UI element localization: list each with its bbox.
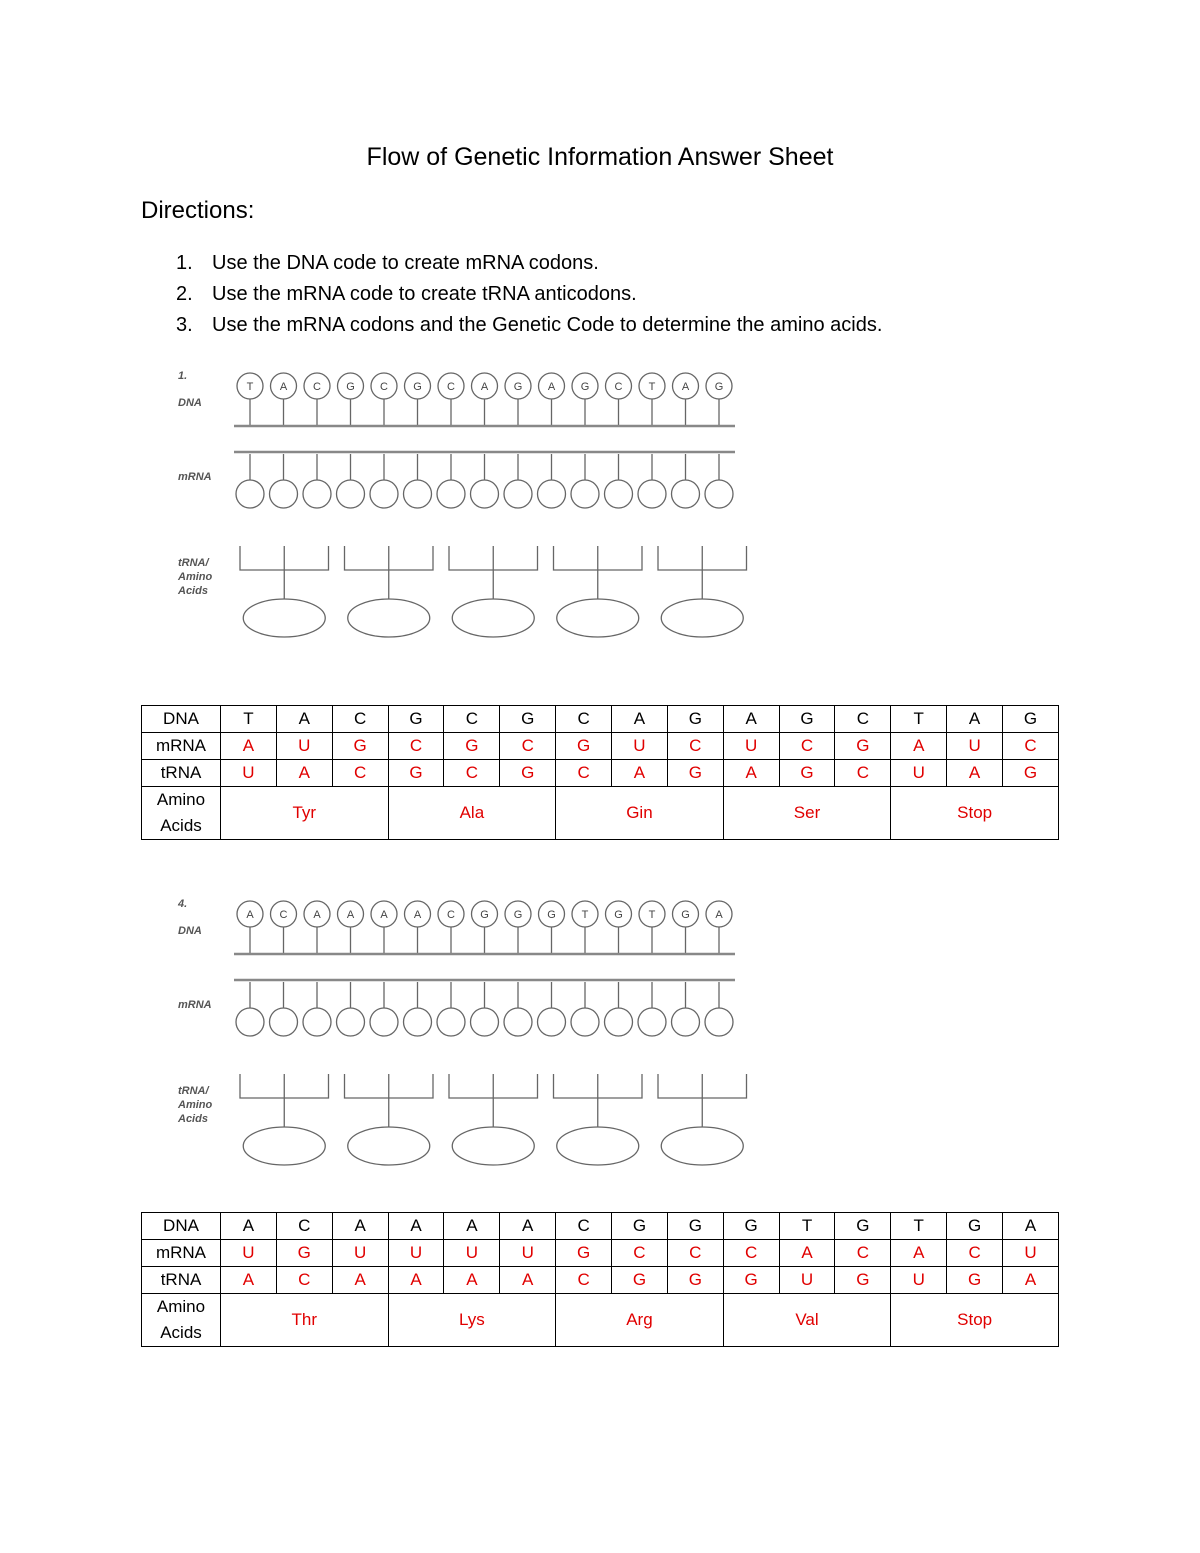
dna-base: C: [444, 706, 500, 733]
dna-base: G: [500, 706, 556, 733]
trna-base: U: [891, 760, 947, 787]
mrna-base: U: [612, 733, 668, 760]
dna-base-letter: G: [681, 909, 690, 921]
dna-base: G: [947, 1213, 1003, 1240]
amino-acid-blank-ellipse: [348, 599, 430, 637]
mrna-base: G: [276, 1240, 332, 1267]
dna-base-letter: C: [313, 381, 321, 393]
mrna-blank-circle: [337, 480, 365, 508]
mrna-base: A: [779, 1240, 835, 1267]
mrna-blank-circle: [605, 480, 633, 508]
amino-acid-blank-ellipse: [661, 1127, 743, 1165]
amino-label-line-1: Amino: [156, 790, 206, 809]
dna-base-letter: C: [447, 909, 455, 921]
amino-acid-blank-ellipse: [452, 599, 534, 637]
amino-acid-cell: Gin: [556, 787, 724, 840]
dna-base: T: [779, 1213, 835, 1240]
mrna-blank-circle: [638, 1008, 666, 1036]
trna-base: U: [779, 1267, 835, 1294]
trna-base: G: [1003, 760, 1059, 787]
dna-base-letter: C: [447, 381, 455, 393]
mrna-base: C: [667, 733, 723, 760]
mrna-base: C: [388, 733, 444, 760]
dna-base-letter: C: [614, 381, 623, 393]
trna-base: A: [500, 1267, 556, 1294]
amino-side-label: Amino: [178, 571, 213, 583]
mrna-blank-circle: [404, 1008, 432, 1036]
mrna-row: [142, 1240, 1059, 1267]
dna-base: C: [276, 1213, 332, 1240]
trna-base: A: [444, 1267, 500, 1294]
mrna-base: U: [221, 1240, 277, 1267]
mrna-base: U: [1003, 1240, 1059, 1267]
dna-base-letter: G: [547, 909, 556, 921]
amino-acid-cell: Ser: [723, 787, 891, 840]
mrna-base: G: [556, 733, 612, 760]
mrna-base: U: [388, 1240, 444, 1267]
mrna-base: A: [891, 733, 947, 760]
amino-label-line-1: Amino: [156, 1297, 206, 1316]
mrna-base: G: [332, 733, 388, 760]
mrna-base: C: [947, 1240, 1003, 1267]
row-label-mrna: mRNA: [142, 733, 221, 760]
mrna-base: C: [667, 1240, 723, 1267]
trna-base: A: [276, 760, 332, 787]
direction-step: [176, 279, 882, 310]
dna-diagram-1: [160, 360, 760, 650]
dna-base-letter: G: [714, 381, 724, 393]
dna-base: C: [556, 1213, 612, 1240]
amino-acid-row: [142, 787, 1059, 840]
dna-base-letter: G: [614, 909, 623, 921]
trna-base: A: [947, 760, 1003, 787]
dna-side-label: DNA: [178, 397, 202, 409]
step-number: 3.: [176, 314, 193, 336]
step-text: Use the mRNA code to create tRNA anticodons.: [212, 283, 637, 305]
mrna-base: A: [221, 733, 277, 760]
mrna-base: U: [500, 1240, 556, 1267]
mrna-side-label: mRNA: [178, 999, 212, 1011]
amino-acid-row: [142, 1294, 1059, 1347]
step-number: 2.: [176, 283, 193, 305]
dna-base: G: [612, 1213, 668, 1240]
mrna-blank-circle: [538, 480, 566, 508]
dna-base-letter: G: [480, 909, 489, 921]
dna-base: G: [388, 706, 444, 733]
mrna-base: C: [612, 1240, 668, 1267]
acids-side-label: Acids: [178, 585, 208, 597]
dna-base: G: [1003, 706, 1059, 733]
step-number: 1.: [176, 252, 193, 274]
trna-base: G: [835, 1267, 891, 1294]
amino-label-line-2: Acids: [160, 1323, 202, 1342]
row-label-dna: DNA: [142, 1213, 221, 1240]
directions-heading: Directions:: [141, 197, 255, 224]
answer-table-4: [141, 1212, 1059, 1347]
trna-base: U: [891, 1267, 947, 1294]
trna-base: C: [332, 760, 388, 787]
mrna-blank-circle: [471, 1008, 499, 1036]
mrna-blank-circle: [404, 480, 432, 508]
trna-base: G: [947, 1267, 1003, 1294]
mrna-base: G: [835, 733, 891, 760]
dna-side-label: DNA: [178, 925, 202, 937]
dna-base: G: [835, 1213, 891, 1240]
dna-base-letter: G: [346, 381, 355, 393]
amino-acid-blank-ellipse: [243, 599, 325, 637]
dna-base-letter: A: [246, 909, 254, 921]
mrna-side-label: mRNA: [178, 471, 212, 483]
mrna-blank-circle: [270, 1008, 298, 1036]
trna-base: G: [779, 760, 835, 787]
amino-label-line-2: Acids: [160, 816, 202, 835]
dna-base: A: [612, 706, 668, 733]
mrna-base: C: [723, 1240, 779, 1267]
diagram-problem-1: [160, 360, 760, 655]
mrna-base: G: [444, 733, 500, 760]
mrna-blank-circle: [303, 480, 331, 508]
mrna-blank-circle: [605, 1008, 633, 1036]
row-label-amino-acids: [142, 1294, 221, 1347]
dna-base-letter: A: [715, 909, 723, 921]
mrna-blank-circle: [471, 480, 499, 508]
dna-base: A: [500, 1213, 556, 1240]
dna-base: T: [891, 1213, 947, 1240]
mrna-blank-circle: [672, 480, 700, 508]
dna-base-letter: C: [279, 909, 288, 921]
dna-base-letter: A: [480, 381, 489, 393]
dna-base: A: [388, 1213, 444, 1240]
mrna-base: U: [444, 1240, 500, 1267]
amino-acid-cell: Ala: [388, 787, 556, 840]
amino-acid-cell: Stop: [891, 787, 1059, 840]
trna-base: G: [723, 1267, 779, 1294]
problem-number: 1.: [178, 370, 188, 382]
step-text: Use the mRNA codons and the Genetic Code to determine the amino acids.: [212, 314, 883, 336]
dna-base-letter: G: [580, 381, 590, 393]
trna-base: G: [500, 760, 556, 787]
mrna-blank-circle: [303, 1008, 331, 1036]
dna-base: C: [835, 706, 891, 733]
amino-acid-cell: Arg: [556, 1294, 724, 1347]
directions-list: [176, 248, 882, 341]
trna-base: A: [388, 1267, 444, 1294]
amino-acid-blank-ellipse: [661, 599, 743, 637]
trna-base: A: [332, 1267, 388, 1294]
dna-base-letter: A: [681, 381, 690, 393]
trna-base: A: [723, 760, 779, 787]
mrna-base: C: [1003, 733, 1059, 760]
mrna-base: U: [947, 733, 1003, 760]
mrna-base: C: [779, 733, 835, 760]
direction-step: [176, 248, 882, 279]
mrna-base: G: [556, 1240, 612, 1267]
dna-row: [142, 1213, 1059, 1240]
amino-acid-blank-ellipse: [348, 1127, 430, 1165]
trna-base: G: [388, 760, 444, 787]
dna-base: A: [332, 1213, 388, 1240]
row-label-dna: DNA: [142, 706, 221, 733]
amino-acid-cell: Val: [723, 1294, 891, 1347]
dna-base: A: [276, 706, 332, 733]
dna-base: A: [221, 1213, 277, 1240]
mrna-blank-circle: [705, 1008, 733, 1036]
amino-acid-cell: Stop: [891, 1294, 1059, 1347]
dna-base: G: [723, 1213, 779, 1240]
trna-base: C: [556, 760, 612, 787]
mrna-base: C: [500, 733, 556, 760]
dna-base-letter: G: [513, 909, 523, 921]
mrna-blank-circle: [236, 1008, 264, 1036]
trna-row: [142, 760, 1059, 787]
mrna-blank-circle: [638, 480, 666, 508]
dna-base-letter: A: [547, 381, 556, 393]
trna-base: A: [221, 1267, 277, 1294]
trna-side-label: tRNA/: [178, 1085, 209, 1097]
mrna-blank-circle: [370, 480, 398, 508]
amino-acid-blank-ellipse: [452, 1127, 534, 1165]
dna-base-letter: T: [581, 909, 589, 921]
answer-table-1: [141, 705, 1059, 840]
trna-base: A: [1003, 1267, 1059, 1294]
diagram-problem-4: [160, 888, 760, 1183]
mrna-blank-circle: [236, 480, 264, 508]
mrna-blank-circle: [571, 1008, 599, 1036]
dna-base: C: [556, 706, 612, 733]
dna-base-letter: G: [413, 381, 422, 393]
dna-base: T: [891, 706, 947, 733]
dna-base: G: [779, 706, 835, 733]
row-label-amino-acids: [142, 787, 221, 840]
dna-base-letter: C: [380, 381, 388, 393]
trna-base: A: [612, 760, 668, 787]
step-text: Use the DNA code to create mRNA codons.: [212, 252, 599, 274]
amino-acid-blank-ellipse: [557, 599, 639, 637]
page-title: Flow of Genetic Information Answer Sheet: [366, 143, 834, 171]
dna-diagram-4: [160, 888, 760, 1178]
trna-base: C: [835, 760, 891, 787]
dna-base-letter: T: [648, 381, 656, 393]
trna-base: G: [667, 760, 723, 787]
trna-side-label: tRNA/: [178, 557, 209, 569]
dna-base-letter: A: [380, 909, 388, 921]
mrna-base: A: [891, 1240, 947, 1267]
dna-base-letter: T: [246, 381, 254, 393]
mrna-blank-circle: [504, 480, 532, 508]
mrna-blank-circle: [337, 1008, 365, 1036]
dna-base-letter: A: [413, 909, 422, 921]
trna-base: U: [221, 760, 277, 787]
trna-base: C: [276, 1267, 332, 1294]
dna-base-letter: A: [279, 381, 288, 393]
mrna-blank-circle: [270, 480, 298, 508]
amino-acid-blank-ellipse: [243, 1127, 325, 1165]
dna-base: A: [444, 1213, 500, 1240]
dna-base-letter: A: [346, 909, 355, 921]
dna-row: [142, 706, 1059, 733]
trna-row: [142, 1267, 1059, 1294]
mrna-base: C: [835, 1240, 891, 1267]
mrna-blank-circle: [504, 1008, 532, 1036]
amino-acid-cell: Thr: [221, 1294, 389, 1347]
mrna-blank-circle: [571, 480, 599, 508]
mrna-row: [142, 733, 1059, 760]
trna-base: C: [444, 760, 500, 787]
mrna-base: U: [723, 733, 779, 760]
row-label-trna: tRNA: [142, 760, 221, 787]
amino-acid-blank-ellipse: [557, 1127, 639, 1165]
row-label-mrna: mRNA: [142, 1240, 221, 1267]
mrna-blank-circle: [437, 1008, 465, 1036]
mrna-blank-circle: [437, 480, 465, 508]
mrna-blank-circle: [370, 1008, 398, 1036]
dna-base-letter: A: [313, 909, 321, 921]
dna-base: G: [667, 706, 723, 733]
trna-base: G: [667, 1267, 723, 1294]
acids-side-label: Acids: [178, 1113, 208, 1125]
dna-base-letter: G: [513, 381, 523, 393]
mrna-blank-circle: [705, 480, 733, 508]
mrna-base: U: [276, 733, 332, 760]
mrna-blank-circle: [538, 1008, 566, 1036]
dna-base: C: [332, 706, 388, 733]
dna-base: A: [1003, 1213, 1059, 1240]
trna-base: G: [612, 1267, 668, 1294]
row-label-trna: tRNA: [142, 1267, 221, 1294]
mrna-blank-circle: [672, 1008, 700, 1036]
problem-number: 4.: [178, 898, 188, 910]
amino-side-label: Amino: [178, 1099, 213, 1111]
direction-step: [176, 310, 882, 341]
amino-acid-cell: Lys: [388, 1294, 556, 1347]
amino-acid-cell: Tyr: [221, 787, 389, 840]
trna-base: C: [556, 1267, 612, 1294]
dna-base: A: [723, 706, 779, 733]
dna-base: G: [667, 1213, 723, 1240]
dna-base: T: [221, 706, 277, 733]
dna-base-letter: T: [648, 909, 656, 921]
mrna-base: U: [332, 1240, 388, 1267]
dna-base: A: [947, 706, 1003, 733]
